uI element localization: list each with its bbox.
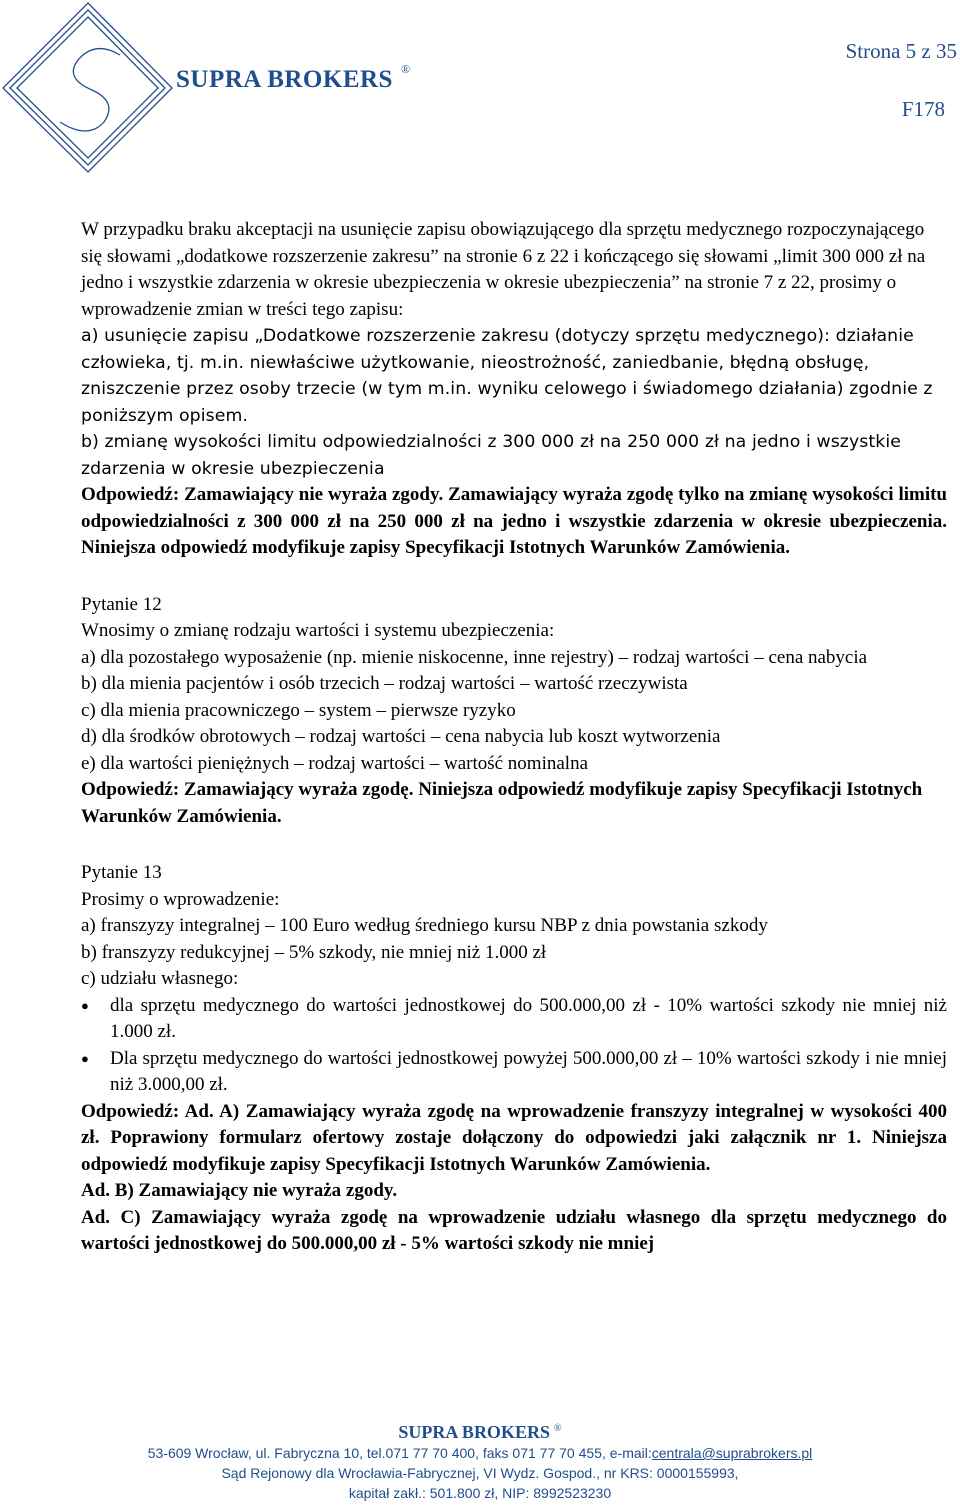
page-footer: [0, 1418, 960, 1503]
q12-line: b) dla mienia pacjentów i osób trzecich – rodzaj wartości – wartość rzeczywista: [81, 673, 688, 694]
answer-13-c: Ad. C) Zamawiający wyraża zgodę na wprowadzenie udziału własnego dla sprzętu medycznego do wartości jednostkowej do 500.000,00 zł - 5% wartości szkody nie mniej: [81, 1206, 947, 1254]
intro-paragraph: W przypadku braku akceptacji na usunięcie zapisu obowiązującego dla sprzętu medycznego rozpoczynającego się słowami „dodatkowe rozszerzenie zakresu” na stronie 6 z 22 i kończącego się słowami „limit 300 000 zł na jedno i wszystkie zdarzenia w okresie ubezpieczenia w okresie ubezpieczenia” na stronie 7 z 22, prosimy o wprowadzenie zmian w treści tego zapisu:: [81, 219, 926, 320]
q12-line: Wnosimy o zmianę rodzaju wartości i systemu ubezpieczenia:: [81, 620, 555, 641]
q12-line: d) dla środków obrotowych – rodzaj wartości – cena nabycia lub koszt wytworzenia: [81, 726, 721, 747]
answer-11: Odpowiedź: Zamawiający nie wyraża zgody. Zamawiający wyraża zgodę tylko na zmianę wysokości limitu odpowiedzialności z 300 000 zł na 250 000 zł na jedno i wszystkie zdarzenia w okresie ubezpieczenia. Niniejsza odpowiedź modyfikuje zapisy Specyfikacji Istotnych Warunków Zamówienia.: [81, 484, 947, 558]
footer-address: 53-609 Wrocław, ul. Fabryczna 10, tel.071 77 70 400, faks 071 77 70 455, e-mail:centrala@suprabrokers.pl: [147, 1445, 813, 1461]
question-13-heading: Pytanie 13: [81, 862, 162, 883]
list-item: ● dla sprzętu medycznego do wartości jednostkowej do 500.000,00 zł - 10% wartości szkody nie mniej niż 1.000 zł.: [81, 993, 947, 1046]
question-12-heading: Pytanie 12: [81, 593, 162, 615]
supra-brokers-logo: [0, 0, 175, 175]
answer-13-b: Ad. B) Zamawiający nie wyraża zgody.: [81, 1180, 398, 1201]
page-number: Strona 5 z 35: [845, 39, 957, 63]
header-brand: SUPRA BROKERS ®: [176, 62, 411, 93]
q12-line: e) dla wartości pieniężnych – rodzaj wartości – wartość nominalna: [81, 752, 589, 774]
registered-mark: ®: [400, 62, 411, 76]
q12-line: a) dla pozostałego wyposażenie (np. mienie niskocenne, inne rejestry) – rodzaj wartości – cena nabycia: [81, 646, 868, 668]
deductible-list: [81, 993, 947, 1099]
q13-line: b) franszyzy redukcyjnej – 5% szkody, nie mniej niż 1.000 zł: [81, 941, 547, 963]
footer-court: Sąd Rejonowy dla Wrocławia-Fabrycznej, VI Wydz. Gospod., nr KRS: 0000155993,: [221, 1465, 739, 1481]
q13-line: c) udziału własnego:: [81, 968, 239, 989]
q12-line: c) dla mienia pracowniczego – system – pierwsze ryzyko: [81, 699, 516, 721]
form-code: F178: [901, 97, 945, 121]
footer-email-link[interactable]: centrala@suprabrokers.pl: [651, 1445, 813, 1461]
footer-brand: SUPRA BROKERS ®: [398, 1422, 562, 1442]
footer-registered-mark: ®: [553, 1423, 562, 1434]
q13-line: Prosimy o wprowadzenie:: [81, 888, 280, 910]
answer-13-a: Odpowiedź: Ad. A) Zamawiający wyraża zgodę na wprowadzenie franszyzy integralnej w wysokości 400 zł. Poprawiony formularz ofertowy zostaje dołączony do odpowiedzi jaki załącznik nr 1. Niniejsza odpowiedź modyfikuje zapisy Specyfikacji Istotnych Warunków Zamówienia.: [81, 1100, 947, 1175]
footer-capital: kapitał zakł.: 501.800 zł, NIP: 8992523230: [348, 1485, 612, 1501]
list-item: ● Dla sprzętu medycznego do wartości jednostkowej powyżej 500.000,00 zł – 10% wartości szkody i nie mniej niż 3.000,00 zł.: [81, 1046, 947, 1099]
answer-12: Odpowiedź: Zamawiający wyraża zgodę. Niniejsza odpowiedź modyfikuje zapisy Specyfikacji Istotnych Warunków Zamówienia.: [81, 779, 923, 827]
item-b-paragraph: b) zmianę wysokości limitu odpowiedzialności z 300 000 zł na 250 000 zł na jedno i wszystkie zdarzenia w okresie ubezpieczenia: [81, 432, 902, 479]
document-body: [81, 217, 947, 1258]
item-a-paragraph: a) usunięcie zapisu „Dodatkowe rozszerzenie zakresu (dotyczy sprzętu medycznego): działanie człowieka, tj. m.in. niewłaściwe użytkowanie, nieostrożność, zaniedbanie, błędną obsługę, zniszczenie przez osoby trzecie (w tym m.in. wyniku celowego i świadomego działania) zgodnie z poniższym opisem.: [81, 326, 933, 426]
q13-line: a) franszyzy integralnej – 100 Euro według średniego kursu NBP z dnia powstania szkody: [81, 915, 768, 936]
